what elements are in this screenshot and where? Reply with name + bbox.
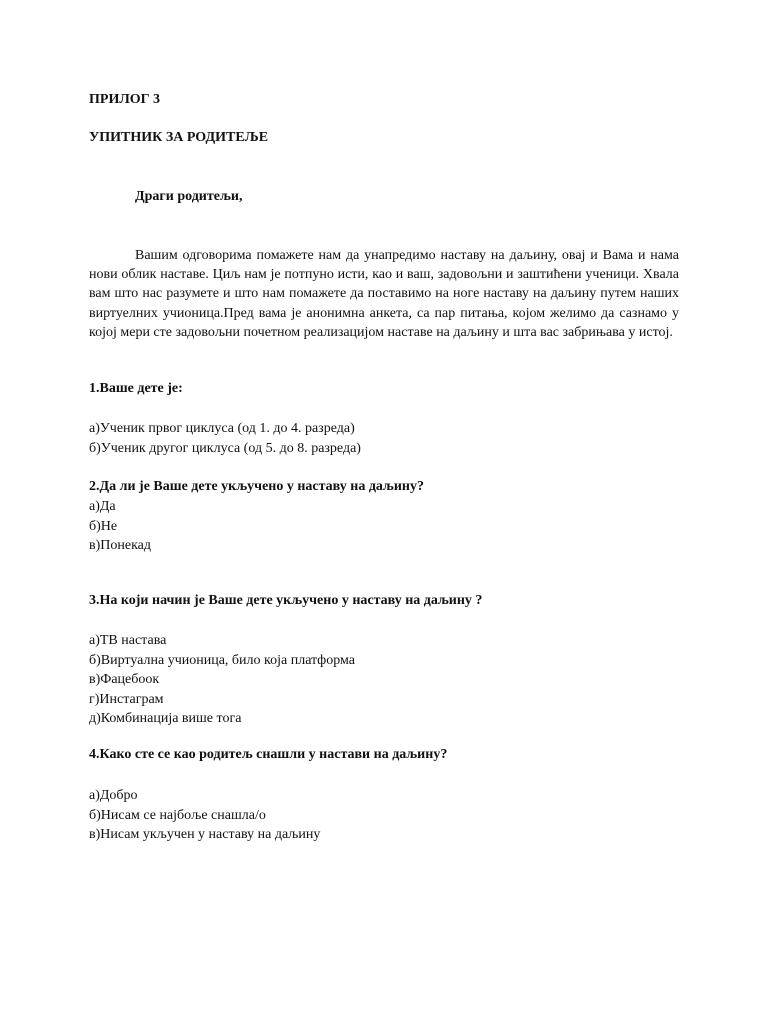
question-3-option-e: д)Комбинација више тога xyxy=(89,711,242,726)
question-3-option-d: г)Инстаграм xyxy=(89,691,164,707)
question-3-option-b: б)Виртуална учионица, било која платформа xyxy=(89,652,356,668)
question-2-title: 2.Да ли је Ваше дете укључено у наставу на даљину? xyxy=(89,479,424,494)
appendix-label: ПРИЛОГ 3 xyxy=(89,92,161,107)
question-2-options xyxy=(89,497,679,556)
intro-paragraph: Вашим одговорима помажете нам да унапредимо наставу на даљину, овај и Вама и нама нови облик наставе. Циљ нам је потпуно исти, као и ваш, задовољни и заштићени ученици. Хвала вам што нас разумете и што нам помажете да поставимо на ноге наставу на даљину путем наших виртуелних учионица.Пред вама је анонимна анкета, са пар питања, којом желимо да сазнамо у којој мери сте задовољни почетном реализацијом наставе на даљину и шта вас забрињава у истој. xyxy=(89,248,679,340)
question-4-option-b: б)Нисам се најбоље снашла/о xyxy=(89,807,266,823)
question-3-option-c: в)Фацебоок xyxy=(89,672,160,687)
question-2-option-a: а)Да xyxy=(89,499,116,514)
question-1-option-b: б)Ученик другог циклуса (од 5. до 8. разреда) xyxy=(89,440,361,456)
question-1-options xyxy=(89,419,679,458)
question-4-title: 4.Како сте се као родитељ снашли у настави на даљину? xyxy=(89,747,448,762)
question-3-options xyxy=(89,631,679,729)
question-3-title: 3.На који начин је Ваше дете укључено у наставу на даљину ? xyxy=(89,593,483,608)
question-4-option-a: а)Добро xyxy=(89,788,138,803)
question-2-option-c: в)Понекад xyxy=(89,538,152,553)
greeting: Драги родитељи, xyxy=(135,189,243,204)
question-4-option-c: в)Нисам укључен у наставу на даљину xyxy=(89,827,321,842)
question-2-option-b: б)Не xyxy=(89,518,118,534)
question-1-option-a: а)Ученик првог циклуса (од 1. до 4. разреда) xyxy=(89,421,355,436)
question-1-title: 1.Ваше дете је: xyxy=(89,381,183,396)
question-4-options xyxy=(89,786,679,845)
question-3-option-a: а)ТВ настава xyxy=(89,633,167,648)
page-title: УПИТНИК ЗА РОДИТЕЉЕ xyxy=(89,130,269,145)
